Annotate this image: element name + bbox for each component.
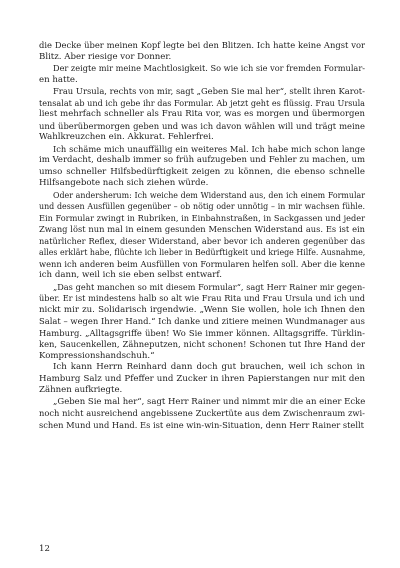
text-line: Ich kann Herrn Reinhard dann doch gut brauchen, weil ich schon in <box>53 362 365 372</box>
text-line: Hamburg. „Alltagsgriffe üben! Wo Sie immer können. Alltagsgriffe. Türklin- <box>39 327 365 338</box>
paragraph <box>39 397 365 432</box>
text-line: Salat – wegen Ihrer Hand.“ Ich danke und zitiere meinen Wundmanager aus <box>39 316 365 326</box>
text-line: tensalat ab und ich gebe ihr das Formular. Ab jetzt geht es flüssig. Frau Ursula <box>39 97 365 108</box>
text-line: liest mehrfach schneller als Frau Rita vor, was es morgen und übermorgen <box>39 109 365 119</box>
paragraph <box>39 144 365 190</box>
text-line: „Das geht manchen so mit diesem Formular“, sagt Herr Rainer mir gegen- <box>53 281 365 292</box>
text-line: Zähnen aufkriegte. <box>39 385 123 395</box>
text-line: Ein Formular zwingt in Rubriken, in Einbahnstraßen, in Sackgassen und jeder <box>39 212 365 223</box>
text-line: nickt mir zu. Solidarisch irgendwie. „Wenn Sie wollen, hole ich Ihnen den <box>39 304 365 315</box>
text-line: en hatte. <box>39 74 78 85</box>
paragraph <box>39 63 365 86</box>
paragraph <box>39 282 365 363</box>
text-line: Hamburg Salz und Pfeffer und Zucker in ihren Papierstangen nur mit den <box>39 373 365 384</box>
text-line: Oder andersherum: Ich weiche dem Widerstand aus, den ich einem Formular <box>53 190 365 200</box>
text-line: die Decke über meinen Kopf legte bei den Blitzen. Ich hatte keine Angst vor <box>39 40 365 50</box>
text-line: und überübermorgen geben und was ich davon wählen will und trägt meine <box>39 120 365 131</box>
text-line: Blitz. Aber riesige vor Donner. <box>39 51 172 62</box>
body-text <box>39 40 365 431</box>
text-line: schen Mund und Hand. Es ist eine win-win-Situation, denn Herr Rainer stellt <box>39 419 364 430</box>
text-line: ken, Saucenkellen, Zähneputzen, nicht schonen! Schonen tut Ihre Hand der <box>39 339 365 349</box>
paragraph <box>39 190 365 282</box>
text-line: und dessen Ausfüllen gegenüber – ob nötig oder unnötig – in mir wachsen fühle. <box>39 202 365 211</box>
text-line: Kompressionshandschuh.“ <box>39 350 155 361</box>
text-line: Wahlkreuzchen ein. Akkurat. Fehlerfrei. <box>39 132 214 142</box>
text-line: umso schneller Hilfsbedürftigkeit zeigen zu können, die ebenso schnelle <box>39 166 365 177</box>
text-line: alles erklärt habe, flüchte ich lieber in Bedürftigkeit und kriege Hilfe. Ausnahme, <box>39 248 366 257</box>
page-number: 12 <box>39 544 50 554</box>
text-line: über. Er ist mindestens halb so alt wie Frau Rita und Frau Ursula und ich und <box>39 293 365 303</box>
text-line: noch nicht ausreichend angebissene Zuckertüte aus dem Zwischenraum zwi- <box>39 408 365 418</box>
text-line: im Verdacht, deshalb immer so früh aufzugeben und Fehler zu machen, um <box>39 155 365 165</box>
text-line: Zwang löst nun mal in einem gesunden Menschen Widerstand aus. Es ist ein <box>39 224 365 234</box>
text-line: natürlicher Reflex, dieser Widerstand, aber bevor ich anderen gegenüber das <box>39 235 365 246</box>
text-line: ich dann, weil ich sie eben selbst entwarf. <box>39 270 223 280</box>
text-line: Hilfsangebote nach sich ziehen würde. <box>39 178 209 188</box>
text-line: wenn ich anderen beim Ausfüllen von Formularen helfen soll. Aber die kenne <box>39 258 365 269</box>
paragraph <box>39 40 365 63</box>
text-line: „Geben Sie mal her“, sagt Herr Rainer und nimmt mir die an einer Ecke <box>53 396 366 407</box>
text-line: Frau Ursula, rechts von mir, sagt „Geben Sie mal her“, stellt ihren Karot- <box>53 86 365 96</box>
text-line: Der zeigte mir meine Machtlosigkeit. So wie ich sie vor fremden Formular- <box>53 63 365 73</box>
paragraph <box>39 86 365 144</box>
text-line: Ich schäme mich unauffällig ein weiteres Mal. Ich habe mich schon lange <box>53 143 365 154</box>
paragraph <box>39 362 365 397</box>
